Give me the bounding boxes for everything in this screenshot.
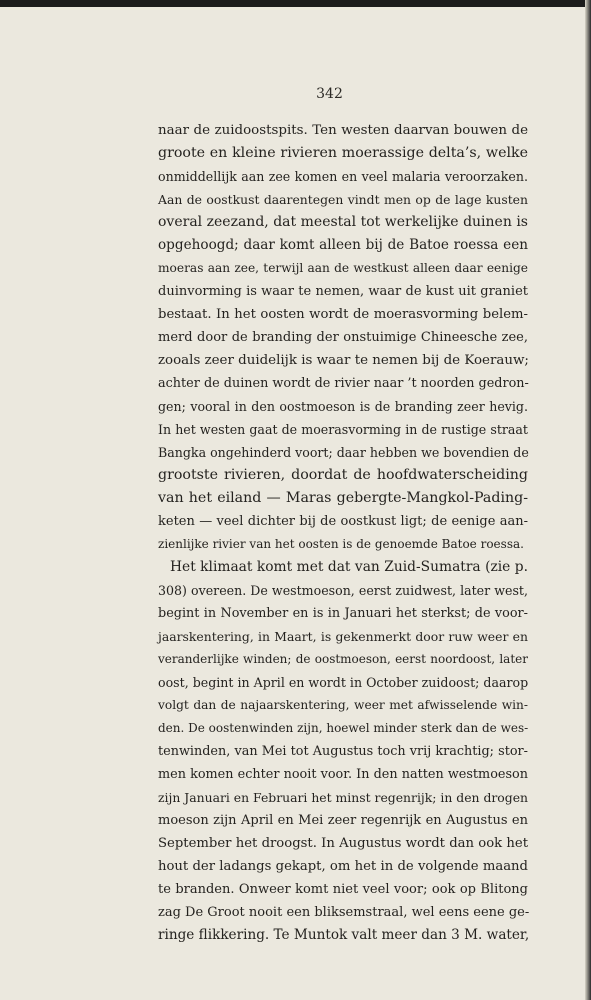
text-line: volgt dan de najaarskentering, weer met afwisselende win-: [158, 698, 528, 712]
text-line: van het eiland — Maras gebergte-Mangkol-Pading-: [158, 490, 528, 506]
text-line: groote en kleine rivieren moerassige delta’s, welke: [158, 145, 528, 161]
text-line: gen; vooral in den oostmoeson is de branding zeer hevig.: [158, 399, 528, 414]
text-line: hout der ladangs gekapt, om het in de volgende maand: [158, 859, 528, 874]
text-line: veranderlijke winden; de oostmoeson, eerst noordoost, later: [158, 652, 528, 666]
text-line: oost, begint in April en wordt in October zuidoost; daarop: [158, 675, 529, 690]
text-line: zienlijke rivier van het oosten is de genoemde Batoe roessa.: [158, 537, 524, 551]
text-line: ringe flikkering. Te Muntok valt meer dan 3 M. water,: [158, 927, 530, 943]
text-line: Bangka ongehinderd voort; daar hebben we bovendien de: [158, 445, 529, 460]
text-line: moeson zijn April en Mei zeer regenrijk en Augustus en: [158, 813, 528, 828]
scan-top-border: [0, 0, 591, 7]
text-line: opgehoogd; daar komt alleen bij de Batoe roessa een: [158, 237, 528, 253]
text-line: zag De Groot nooit een bliksemstraal, wel eens eene ge-: [158, 905, 530, 920]
text-line: zijn Januari en Februari het minst regenrijk; in den drogen: [158, 790, 529, 805]
text-line: den. De oostenwinden zijn, hoewel minder sterk dan de wes-: [158, 721, 529, 735]
text-line: merd door de branding der onstuimige Chineesche zee,: [158, 330, 528, 345]
text-line: keten — veel dichter bij de oostkust ligt; de eenige aan-: [158, 514, 528, 529]
text-line: begint in November en is in Januari het sterkst; de voor-: [158, 606, 528, 621]
text-line: onmiddellijk aan zee komen en veel malaria veroorzaken.: [158, 169, 528, 184]
text-line: men komen echter nooit voor. In den natten westmoeson: [158, 767, 528, 782]
text-line: duinvorming is waar te nemen, waar de kust uit graniet: [158, 284, 528, 299]
text-line: tenwinden, van Mei tot Augustus toch vrij krachtig; stor-: [158, 744, 528, 759]
text-line: Het klimaat komt met dat van Zuid-Sumatra (zie p.: [170, 559, 528, 575]
text-line: zooals zeer duidelijk is waar te nemen bij de Koerauw;: [158, 353, 529, 368]
text-line: September het droogst. In Augustus wordt dan ook het: [158, 836, 528, 851]
text-line: achter de duinen wordt de rivier naar ’t noorden gedron-: [158, 376, 529, 391]
text-line: naar de zuidoostspits. Ten westen daarvan bouwen de: [158, 123, 528, 138]
text-line: moeras aan zee, terwijl aan de westkust alleen daar eenige: [158, 261, 528, 275]
text-line: grootste rivieren, doordat de hoofdwaterscheiding: [158, 467, 528, 483]
text-line: bestaat. In het oosten wordt de moerasvorming belem-: [158, 307, 528, 322]
text-line: te branden. Onweer komt niet veel voor; ook op Blitong: [158, 882, 528, 897]
page-edge-shadow: [585, 0, 591, 1000]
text-line: Aan de oostkust daarentegen vindt men op de lage kusten: [158, 192, 528, 207]
page-number: 342: [316, 86, 343, 102]
text-line: jaarskentering, in Maart, is gekenmerkt door ruw weer en: [158, 629, 528, 644]
body-text: [158, 119, 528, 947]
text-line: overal zeezand, dat meestal tot werkelijke duinen is: [158, 214, 528, 230]
text-line: In het westen gaat de moerasvorming in de rustige straat: [158, 422, 528, 437]
text-line: 308) overeen. De westmoeson, eerst zuidwest, later west,: [158, 583, 528, 598]
